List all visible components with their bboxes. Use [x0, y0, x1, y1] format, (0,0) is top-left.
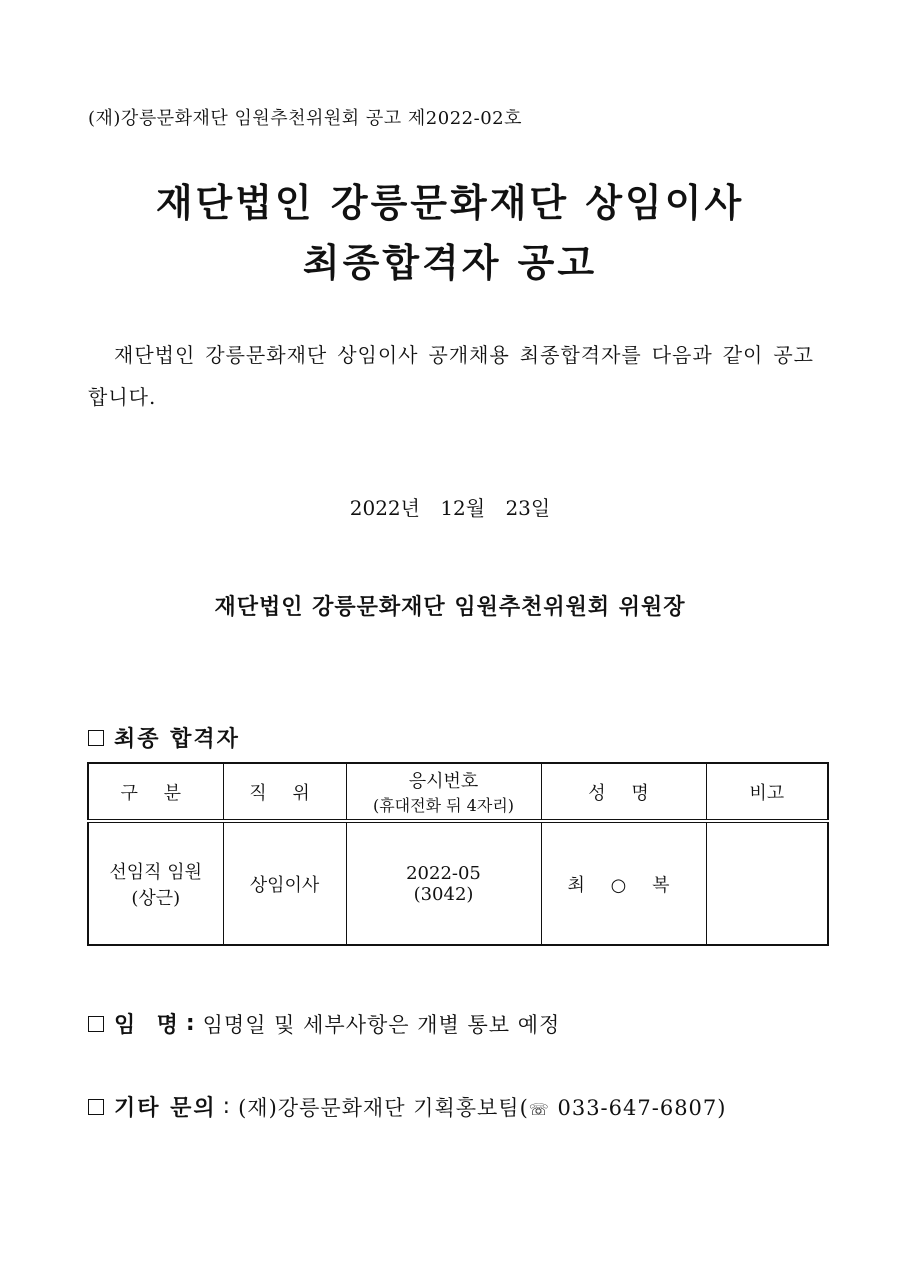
- section-final-heading: [88, 722, 240, 753]
- announcement-date: 2022년 12월 23일: [349, 496, 551, 520]
- final-result-table: [87, 762, 829, 946]
- section-inquiry-separator: :: [222, 1094, 231, 1119]
- header-exam-number-line2: (휴대전화 뒤 4자리): [372, 796, 515, 815]
- header-name: 성 명: [541, 763, 706, 821]
- header-remarks: 비고: [706, 763, 828, 821]
- section-inquiry-label: 기타 문의: [114, 1096, 217, 1121]
- header-position: 직 위: [223, 763, 346, 821]
- signer: 재단법인 강릉문화재단 임원추천위원회 위원장: [214, 595, 686, 620]
- section-inquiry-text: [238, 1092, 726, 1122]
- announcement-paragraph: 재단법인 강릉문화재단 상임이사 공개채용 최종합격자를 다음과 같이 공고합니다.: [88, 343, 814, 409]
- section-appointment: [88, 1008, 560, 1039]
- cell-category-line2: (상근): [131, 887, 181, 909]
- checkbox-square-icon: [88, 1016, 104, 1032]
- phone-icon: ☏: [528, 1099, 550, 1119]
- cell-position: 상임이사: [223, 821, 346, 945]
- document-title-line2: 최종합격자 공고: [302, 241, 598, 285]
- table-row: [88, 821, 828, 945]
- cell-exam-number-line1: 2022-05: [406, 862, 481, 884]
- cell-exam-number: [346, 821, 541, 945]
- header-exam-number: [346, 763, 541, 821]
- section-final-label: 최종 합격자: [114, 727, 240, 752]
- table-header-row: [88, 763, 828, 821]
- cell-category: [88, 821, 223, 945]
- section-appointment-text: 임명일 및 세부사항은 개별 통보 예정: [202, 1012, 561, 1037]
- cell-exam-number-line2: (3042): [413, 883, 474, 905]
- header-exam-number-line1: 응시번호: [408, 771, 479, 792]
- checkbox-square-icon: [88, 1099, 104, 1115]
- cell-category-line1: 선임직 임원: [109, 861, 203, 883]
- document-title-line1: 재단법인 강릉문화재단 상임이사: [155, 181, 745, 225]
- cell-remarks: [706, 821, 828, 945]
- cell-name: 최 ○ 복: [541, 821, 706, 945]
- notice-number: (재)강릉문화재단 임원추천위원회 공고 제2022-02호: [88, 108, 522, 129]
- inquiry-phone: 033-647-6807): [549, 1095, 727, 1120]
- inquiry-team: (재)강릉문화재단 기획홍보팀(: [238, 1095, 529, 1120]
- section-appointment-separator: :: [185, 1011, 195, 1036]
- section-appointment-label: 임 명: [114, 1013, 180, 1038]
- checkbox-square-icon: [88, 730, 104, 746]
- section-inquiry: [88, 1091, 726, 1122]
- header-category: 구 분: [88, 763, 223, 821]
